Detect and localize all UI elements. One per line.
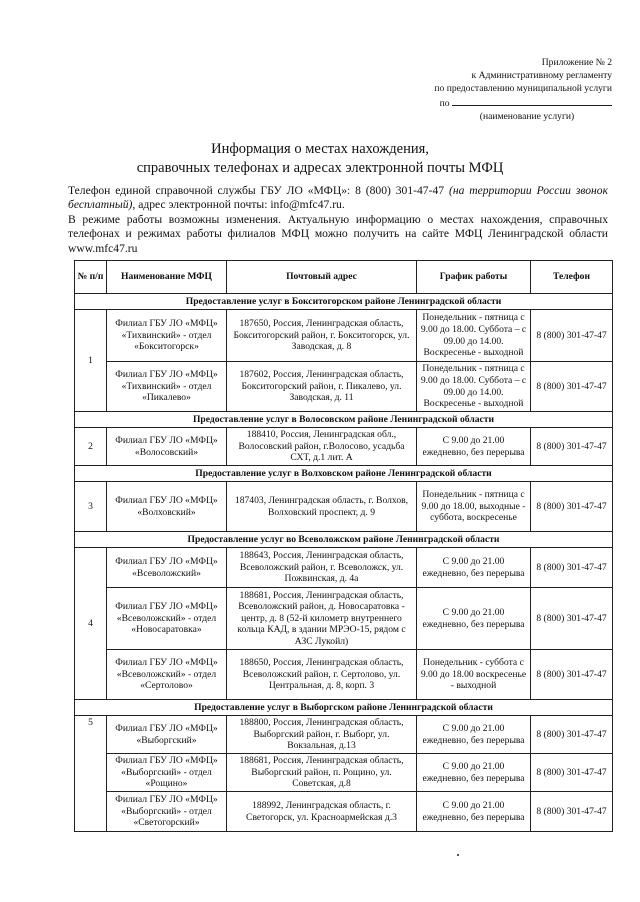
section-title: Предоставление услуг в Выборгском районе Ленинградской области — [75, 700, 613, 716]
intro-email-text: адрес электронной почты: info@mfc47.ru. — [138, 198, 345, 212]
mfc-phone: 8 (800) 301-47-47 — [531, 716, 613, 754]
scan-speck — [457, 854, 459, 856]
mfc-name: Филиал ГБУ ЛО «МФЦ» «Всеволожский» - отдел «Новосаратовка» — [107, 588, 227, 650]
appendix-line-1: Приложение № 2 — [541, 57, 612, 68]
mfc-address: 187403, Ленинградская область, г. Волхов, Волховский проспект, д. 9 — [227, 482, 417, 532]
mfc-name: Филиал ГБУ ЛО «МФЦ» «Выборгский» - отдел «Светогорский» — [107, 792, 227, 832]
table-row — [75, 792, 613, 832]
mfc-table — [74, 260, 613, 832]
mfc-schedule: С 9.00 до 21.00 ежедневно, без перерыва — [417, 754, 531, 792]
row-number: 4 — [75, 548, 107, 700]
section-row — [75, 412, 613, 428]
section-row — [75, 466, 613, 482]
mfc-phone: 8 (800) 301-47-47 — [531, 650, 613, 700]
row-number: 2 — [75, 428, 107, 466]
appendix-line-5: (наименование услуги) — [479, 111, 575, 122]
table-row — [75, 588, 613, 650]
section-title: Предоставление услуг в Волосовском районе Ленинградской области — [75, 412, 613, 428]
mfc-address: 188992, Ленинградская область, г. Светогорск, ул. Красноармейская д.3 — [227, 792, 417, 832]
mfc-schedule: Понедельник - пятница с 9.00 до 18.00. Суббота – с 09.00 до 14.00. Воскресенье - выходной — [417, 310, 531, 362]
mfc-address: 188650, Россия, Ленинградская область, Всеволожский район, г. Сертолово, ул. Центральная, д. 8, корп. 3 — [227, 650, 417, 700]
table-row — [75, 754, 613, 792]
header-phone: Телефон — [531, 261, 613, 294]
mfc-schedule: Понедельник - пятница с 9.00 до 18.00, выходные - суббота, воскресенье — [417, 482, 531, 532]
intro-paragraph-1 — [68, 184, 608, 213]
appendix-line-3: по предоставлению муниципальной услуги — [434, 83, 612, 94]
table-row — [75, 548, 613, 588]
appendix-line-2: к Административному регламенту — [471, 70, 612, 81]
mfc-name: Филиал ГБУ ЛО «МФЦ» «Волховский» — [107, 482, 227, 532]
header-num: № п/п — [75, 261, 107, 294]
mfc-name: Филиал ГБУ ЛО «МФЦ» «Выборгский» — [107, 716, 227, 754]
mfc-schedule: С 9.00 до 21.00 ежедневно, без перерыва — [417, 792, 531, 832]
mfc-schedule: С 9.00 до 21.00 ежедневно, без перерыва — [417, 548, 531, 588]
header-name: Наименование МФЦ — [107, 261, 227, 294]
mfc-schedule: С 9.00 до 21.00 ежедневно, без перерыва — [417, 716, 531, 754]
section-title: Предоставление услуг в Волховском районе Ленинградской области — [75, 466, 613, 482]
service-name-blank — [452, 95, 612, 106]
mfc-address: 187602, Россия, Ленинградская область, Бокситогорский район, г. Пикалево, ул. Заводская, д. 11 — [227, 362, 417, 412]
mfc-address: 188800, Россия, Ленинградская область, Выборгский район, г. Выборг, ул. Вокзальная, д.13 — [227, 716, 417, 754]
page-title — [0, 140, 640, 178]
mfc-address: 188410, Россия, Ленинградская обл., Волосовский район, г.Волосово, усадьба СХТ, д.1 лит. А — [227, 428, 417, 466]
mfc-name: Филиал ГБУ ЛО «МФЦ» «Выборгский» - отдел «Рощино» — [107, 754, 227, 792]
section-title: Предоставление услуг во Всеволожском районе Ленинградской области — [75, 532, 613, 548]
mfc-phone: 8 (800) 301-47-47 — [531, 482, 613, 532]
mfc-phone: 8 (800) 301-47-47 — [531, 754, 613, 792]
mfc-schedule: С 9.00 до 21.00 ежедневно, без перерыва — [417, 588, 531, 650]
title-line-2: справочных телефонах и адресах электронной почты МФЦ — [136, 160, 504, 176]
mfc-name: Филиал ГБУ ЛО «МФЦ» «Тихвинский» - отдел «Бокситогорск» — [107, 310, 227, 362]
row-number: 1 — [75, 310, 107, 412]
intro-phone-text: Телефон единой справочной службы ГБУ ЛО «МФЦ»: 8 (800) 301-47-47 — [68, 184, 445, 197]
table-row — [75, 428, 613, 466]
mfc-schedule: С 9.00 до 21.00 ежедневно, без перерыва — [417, 428, 531, 466]
appendix-line-4-prefix: по — [439, 98, 450, 109]
intro-paragraph-2: В режиме работы возможны изменения. Актуальную информацию о местах нахождения, справочных телефонах и режимах работы филиалов МФЦ можно получить на сайте МФЦ Ленинградской области www.mfc47.ru — [68, 212, 608, 255]
intro-text — [68, 184, 608, 256]
appendix-header — [382, 56, 612, 123]
mfc-phone: 8 (800) 301-47-47 — [531, 310, 613, 362]
mfc-name: Филиал ГБУ ЛО «МФЦ» «Тихвинский» - отдел «Пикалево» — [107, 362, 227, 412]
table-header-row — [75, 261, 613, 294]
mfc-schedule: Понедельник - пятница с 9.00 до 18.00. Суббота – с 09.00 до 14.00. Воскресенье - выходной — [417, 362, 531, 412]
table-row — [75, 716, 613, 754]
header-schedule: График работы — [417, 261, 531, 294]
mfc-address: 188681, Россия, Ленинградская область, Выборгский район, п. Рощино, ул. Советская, д.8 — [227, 754, 417, 792]
header-address: Почтовый адрес — [227, 261, 417, 294]
row-number: 5 — [75, 716, 107, 832]
mfc-address: 187650, Россия, Ленинградская область, Бокситогорский район, г. Бокситогорск, ул. Заводская, д. 8 — [227, 310, 417, 362]
table-row — [75, 482, 613, 532]
mfc-phone: 8 (800) 301-47-47 — [531, 428, 613, 466]
table-row — [75, 362, 613, 412]
mfc-address: 188643, Россия, Ленинградская область, Всеволожский район, г. Всеволожск, ул. Пожвинская, д. 4а — [227, 548, 417, 588]
mfc-name: Филиал ГБУ ЛО «МФЦ» «Всеволожский» - отдел «Сертолово» — [107, 650, 227, 700]
mfc-phone: 8 (800) 301-47-47 — [531, 362, 613, 412]
mfc-name: Филиал ГБУ ЛО «МФЦ» «Всеволожский» — [107, 548, 227, 588]
mfc-schedule: Понедельник - суббота с 9.00 до 18.00 воскресенье - выходной — [417, 650, 531, 700]
title-line-1: Информация о местах нахождения, — [211, 141, 429, 157]
section-row — [75, 700, 613, 716]
mfc-phone: 8 (800) 301-47-47 — [531, 548, 613, 588]
section-title: Предоставление услуг в Бокситогорском районе Ленинградской области — [75, 294, 613, 310]
intro-free-call-note: (на территории России звонок бесплатный), — [68, 184, 608, 212]
mfc-phone: 8 (800) 301-47-47 — [531, 588, 613, 650]
mfc-phone: 8 (800) 301-47-47 — [531, 792, 613, 832]
appendix-line-4 — [382, 95, 612, 110]
table-row — [75, 650, 613, 700]
row-number: 3 — [75, 482, 107, 532]
mfc-name: Филиал ГБУ ЛО «МФЦ» «Волосовский» — [107, 428, 227, 466]
mfc-address: 188681, Россия, Ленинградская область, Всеволожский район, д. Новосаратовка - центр, д. 8 (52-й километр внутреннего кольца КАД, в здании МРЭО-15, рядом с АЗС Лукойл) — [227, 588, 417, 650]
section-row — [75, 532, 613, 548]
section-row — [75, 294, 613, 310]
table-row — [75, 310, 613, 362]
